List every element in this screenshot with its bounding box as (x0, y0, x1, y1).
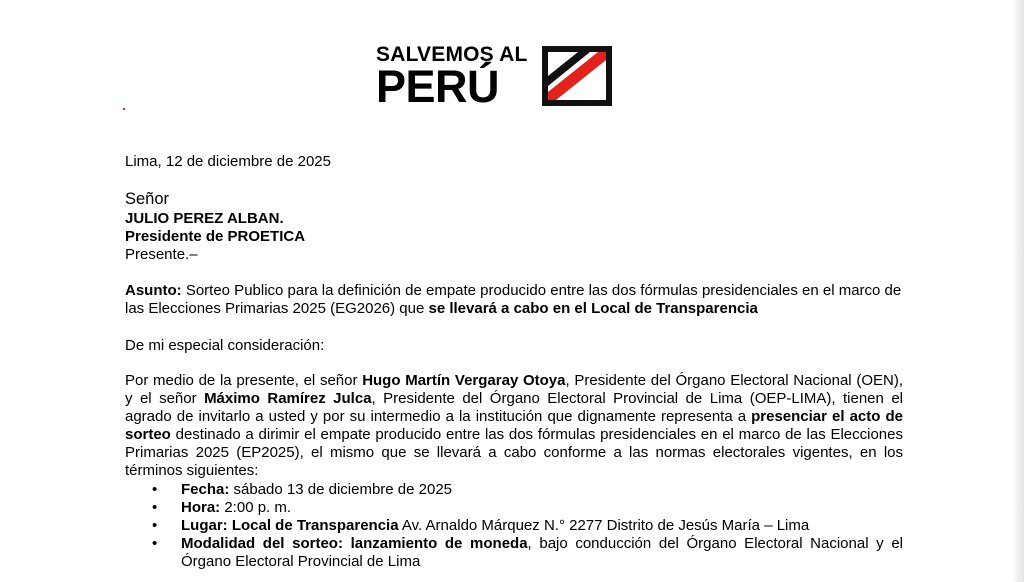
party-logo (376, 43, 616, 112)
term-text-time: 2:00 p. m. (220, 499, 292, 516)
list-item (125, 517, 903, 535)
body-text-3: , Presidente del Órgano Electoral Provincial de Lima (OEP-LIMA), tienen el agrado de invitarlo a usted y por su intermedio a la institución que dignamente representa a (125, 390, 903, 425)
subject-text: Sorteo Publico para la definición de empate producido entre las dos fórmulas presidenciales en el marco de las Elecciones Primarias 2025 (EG2026) que (125, 282, 902, 317)
subject-bold-text: se llevará a cabo en el Local de Transparencia (428, 300, 758, 317)
body-text-2: , Presidente del Órgano Electoral Nacional (OEN), y el señor (125, 372, 904, 407)
recipient-name: JULIO PEREZ ALBAN. (125, 210, 284, 227)
recipient-title: Presidente de PROETICA (125, 228, 306, 245)
body-text-4: destinado a dirimir el empate producido entre las dos fórmulas presidenciales en el marco de las Elecciones Primarias 2025 (EP2025), el mismo que se llevará a cabo conforme a las normas electorales vigentes, en los términos siguientes: (125, 426, 903, 479)
list-item (125, 499, 903, 517)
subject-paragraph (125, 282, 903, 318)
body-bold-invitation: presenciar el acto de sorteo (125, 408, 903, 443)
list-item (125, 481, 903, 499)
term-text-modality: , bajo conducción del Órgano Electoral Nacional y el Órgano Electoral Provincial de Lima (181, 535, 903, 570)
logo-mark-icon (542, 46, 612, 106)
term-label-modality: Modalidad del sorteo: lanzamiento de moneda (181, 535, 528, 552)
term-label-place: Lugar: Local de Transparencia (181, 517, 399, 534)
presente-line: Presente.– (125, 246, 198, 263)
subject-label: Asunto: (125, 282, 182, 299)
logo-line-2: PERÚ (376, 61, 500, 112)
greeting: De mi especial consideración: (125, 337, 325, 354)
terms-list (125, 481, 903, 571)
body-text-1: Por medio de la presente, el señor (125, 372, 363, 389)
place-date: Lima, 12 de diciembre de 2025 (125, 153, 331, 170)
logo-line-1: SALVEMOS AL (376, 43, 528, 66)
term-label-date: Fecha: (181, 481, 230, 498)
oep-president-name: Máximo Ramírez Julca (204, 390, 372, 407)
salutation: Señor (125, 190, 170, 208)
term-text-place: Av. Arnaldo Márquez N.° 2277 Distrito de Jesús María – Lima (398, 517, 810, 534)
page-edge-shadow (1012, 0, 1024, 582)
oen-president-name: Hugo Martín Vergaray Otoya (362, 372, 566, 389)
body-paragraph (125, 372, 903, 480)
red-dot-mark (123, 108, 125, 110)
list-item (125, 535, 903, 571)
term-text-date: sábado 13 de diciembre de 2025 (229, 481, 453, 498)
term-label-time: Hora: (181, 499, 221, 516)
